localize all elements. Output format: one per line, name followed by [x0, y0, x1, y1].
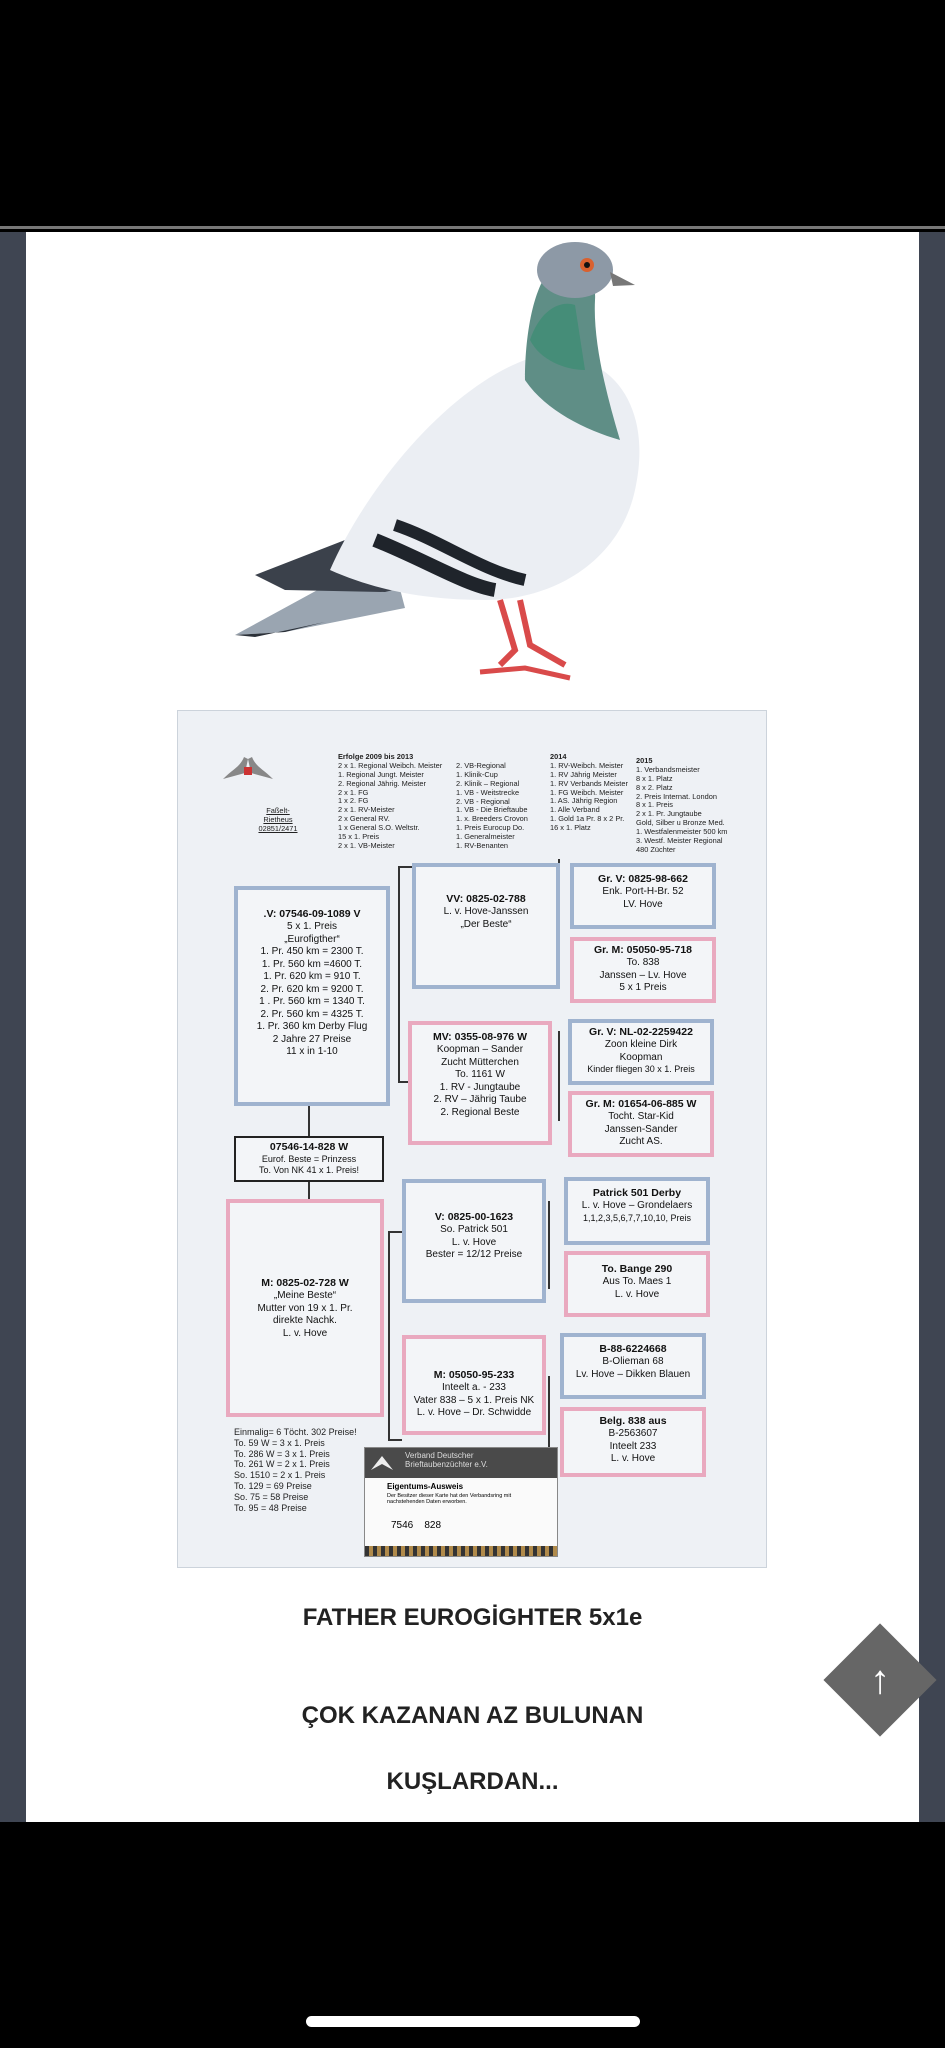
father-line: 2. Pr. 620 km = 9200 T. — [260, 983, 364, 995]
success-line: 8 x 1. Preis — [636, 800, 673, 810]
scroll-to-top-button[interactable] — [820, 1620, 940, 1740]
note-line: To. 95 = 48 Preise — [234, 1502, 307, 1513]
gg-line: Kinder fliegen 30 x 1. Preis — [587, 1064, 695, 1075]
connector-line — [388, 1439, 402, 1441]
success-line: 16 x 1. Platz — [550, 823, 591, 832]
gg-box-3 — [568, 1019, 714, 1085]
gg-line: Enk. Port-H-Br. 52 — [602, 886, 684, 898]
success-line: 2 x 1. RV-Meister — [338, 805, 395, 815]
offspring-notes — [234, 1427, 374, 1513]
gg-line: 1,1,2,3,5,6,7,7,10,10, Preis — [582, 1212, 692, 1223]
offspring-box — [234, 1136, 384, 1182]
success-line: 2 x General RV. — [338, 814, 390, 824]
gg-line: L. v. Hove – Grondelaers — [581, 1200, 693, 1212]
success-line: 1. Regional Jungt. Meister — [338, 769, 424, 779]
gg-line: Zoon kleine Dirk — [604, 1039, 678, 1051]
mother-line: L. v. Hove — [282, 1327, 328, 1339]
success-line: 1. AS. Jährig Region — [550, 796, 618, 806]
card-suffix: 828 — [424, 1520, 442, 1531]
father-box — [234, 886, 390, 1106]
successes-col4 — [636, 757, 756, 855]
mv-line: Koopman – Sander — [436, 1044, 524, 1056]
success-line: 2 x 1. FG — [338, 787, 369, 797]
success-line: 8 x 1. Platz — [636, 773, 673, 783]
father-line: „Eurofigther“ — [284, 933, 340, 945]
success-line: 1. Westfalenmeister 500 km — [636, 827, 728, 836]
successes-col1 — [338, 753, 458, 851]
note-line: So. 1510 = 2 x 1. Preis — [234, 1470, 326, 1481]
success-line: 1. Generalmeister — [456, 832, 515, 841]
gg-line: Aus To. Maes 1 — [602, 1276, 672, 1288]
gg-box-7 — [560, 1333, 706, 1399]
success-line: 2 x 1. Pr. Jungtaube — [636, 809, 702, 819]
success-line: 1. RV-Weibch. Meister — [550, 760, 624, 770]
success-line: 1. FG Weibch. Meister — [550, 787, 624, 797]
gg-line: B-Olieman 68 — [602, 1356, 664, 1368]
father-line: 1 . Pr. 560 km = 1340 T. — [259, 996, 365, 1008]
gg-ring: Gr. V: 0825-98-662 — [598, 873, 688, 885]
gg-ring: Belg. 838 aus — [599, 1415, 667, 1427]
gg-line: Tocht. Star-Kid — [608, 1111, 674, 1123]
caption-line-2: ÇOK KAZANAN AZ BULUNAN — [301, 1702, 644, 1729]
mother-father-ring: V: 0825-00-1623 — [434, 1211, 514, 1223]
mother-ring: M: 0825-02-728 W — [261, 1277, 349, 1289]
gg-line: 5 x 1 Preis — [619, 982, 667, 994]
offspring-line: Eurof. Beste = Prinzess — [261, 1154, 357, 1165]
mother-line: Mutter von 19 x 1. Pr. — [257, 1302, 353, 1314]
father-line: 2. Pr. 560 km = 4325 T. — [260, 1008, 364, 1020]
breeder-line: Faßelt- — [266, 806, 290, 815]
gg-box-2 — [570, 937, 716, 1003]
gg-line: B-2563607 — [608, 1428, 658, 1440]
success-line: 1. Gold 1a Pr. 8 x 2 Pr. — [550, 814, 625, 824]
gg-line: L. v. Hove — [610, 1453, 656, 1465]
father-line: 5 x 1. Preis — [286, 921, 338, 933]
gg-line: Janssen-Sander — [604, 1123, 678, 1135]
success-line: 1. Verbandsmeister — [636, 764, 700, 774]
father-mother-box — [408, 1021, 552, 1145]
success-line: 480 Züchter — [636, 844, 676, 854]
top-divider — [0, 226, 945, 229]
mother-father-line: Bester = 12/12 Preise — [425, 1249, 523, 1261]
gg-ring: Patrick 501 Derby — [592, 1187, 682, 1199]
success-line: 1 x General S.O. Weltstr. — [338, 823, 420, 832]
gg-line: LV. Hove — [623, 898, 663, 910]
mother-mother-line: Vater 838 – 5 x 1. Preis NK — [413, 1394, 535, 1406]
note-line: To. 129 = 69 Preise — [234, 1480, 312, 1491]
mv-line: 1. RV - Jungtaube — [439, 1081, 521, 1093]
vv-line: L. v. Hove-Janssen — [443, 906, 529, 918]
father-line: 1. Pr. 560 km =4600 T. — [261, 958, 363, 970]
connector-line — [558, 1031, 560, 1121]
mother-father-box — [402, 1179, 546, 1303]
gg-line: Koopman — [619, 1051, 663, 1063]
mother-mother-line: Inteelt a. - 233 — [442, 1382, 506, 1394]
home-indicator[interactable] — [306, 2016, 640, 2027]
mv-line: To. 1161 W — [455, 1069, 505, 1081]
gg-box-1 — [570, 863, 716, 929]
successes-col2 — [456, 762, 556, 851]
success-line: 15 x 1. Preis — [338, 831, 380, 841]
mv-line: Zucht Mütterchen — [441, 1056, 519, 1068]
mv-line: 2. RV – Jährig Taube — [433, 1094, 527, 1106]
pigeon-photo — [225, 240, 705, 688]
mother-mother-box — [402, 1335, 546, 1435]
success-line: 1. RV Jährig Meister — [550, 769, 617, 779]
success-line: 2. VB-Regional — [456, 761, 506, 770]
note-line: So. 75 = 58 Preise — [234, 1491, 309, 1502]
gg-box-4 — [568, 1091, 714, 1157]
mv-ring: MV: 0355-08-976 W — [433, 1031, 527, 1043]
gg-line: Lv. Hove – Dikken Blauen — [575, 1368, 691, 1380]
father-ring: .V: 07546-09-1089 V — [263, 908, 361, 920]
gg-ring: Gr. M: 01654-06-885 W — [585, 1098, 697, 1110]
father-father-box — [412, 863, 560, 989]
gg-box-5 — [564, 1177, 710, 1245]
mother-mother-line: L. v. Hove – Dr. Schwidde — [416, 1407, 532, 1419]
gg-line: Inteelt 233 — [609, 1440, 657, 1452]
gg-line: Zucht AS. — [619, 1136, 663, 1148]
success-line: 1. x. Breeders Crovon — [456, 814, 528, 824]
connector-line — [398, 866, 400, 1082]
offspring-line: To. Von NK 41 x 1. Preis! — [258, 1165, 360, 1176]
success-line: 1. VB - Die Brieftaube — [456, 805, 528, 815]
successes-title: Erfolge 2009 bis 2013 — [338, 752, 414, 761]
gg-line: L. v. Hove — [614, 1288, 660, 1300]
mv-line: 2. Regional Beste — [440, 1106, 520, 1118]
father-line: 1. Pr. 450 km = 2300 T. — [260, 946, 364, 958]
content-page — [0, 232, 945, 1822]
success-line: 1 x 2. FG — [338, 796, 369, 806]
year-2014: 2014 — [550, 752, 567, 761]
success-line: 2. Klinik – Regional — [456, 778, 520, 788]
gg-ring: To. Bange 290 — [601, 1263, 673, 1275]
mother-father-line: So. Patrick 501 — [440, 1224, 508, 1236]
card-number: 7546 — [391, 1520, 414, 1531]
caption-line-1: FATHER EUROGİGHTER 5x1e — [302, 1604, 643, 1631]
pigeon-logo-icon — [218, 749, 278, 797]
note-line: To. 261 W = 2 x 1. Preis — [234, 1459, 330, 1470]
ownership-card — [364, 1447, 558, 1557]
connector-line — [398, 866, 412, 868]
success-line: 1. RV-Benanten — [456, 840, 509, 850]
gg-ring: B-88-6224668 — [599, 1343, 667, 1355]
success-line: 1. Preis Eurocup Do. — [456, 823, 525, 833]
success-line: 1. RV Verbands Meister — [550, 778, 628, 788]
gg-line: Janssen – Lv. Hove — [599, 969, 687, 981]
card-ornament-border — [365, 1546, 557, 1556]
father-line: 1. Pr. 360 km Derby Flug — [256, 1021, 368, 1033]
card-org-line: Brieftaubenzüchter e.V. — [405, 1460, 488, 1469]
connector-line — [388, 1231, 402, 1233]
gg-box-8 — [560, 1407, 706, 1477]
success-line: 3. Westf. Meister Regional — [636, 835, 723, 845]
pedigree-sheet — [177, 710, 767, 1568]
father-line: 11 x in 1-10 — [286, 1046, 338, 1058]
card-title: Eigentums-Ausweis — [387, 1482, 464, 1491]
caption-line-3: KUŞLARDAN... — [386, 1768, 559, 1795]
success-line: 1. VB - Weitstrecke — [456, 787, 520, 797]
gg-ring: Gr. V: NL-02-2259422 — [589, 1026, 693, 1038]
success-line: 1. Alle Verband — [550, 805, 600, 815]
breeder-contact — [248, 807, 308, 834]
card-org-line: Verband Deutscher — [405, 1451, 474, 1460]
arrow-up-icon: ↑ — [870, 1657, 890, 1702]
note-line: To. 286 W = 3 x 1. Preis — [234, 1448, 330, 1459]
success-line: 2. Preis Internat. London — [636, 791, 717, 801]
success-line: 2 x 1. VB-Meister — [338, 840, 395, 850]
success-line: 2 x 1. Regional Weibch. Meister — [338, 760, 443, 770]
offspring-ring: 07546-14-828 W — [269, 1141, 349, 1153]
connector-line — [548, 1201, 550, 1289]
success-line: 2. VB - Regional — [456, 796, 510, 806]
mother-father-line: L. v. Hove — [451, 1236, 497, 1248]
success-line: Gold, Silber u Bronze Med. — [636, 818, 725, 828]
right-sidebar — [919, 232, 945, 1822]
card-fine-print: Der Besitzer dieser Karte hat den Verbandsring mit nachstehenden Daten erworben. — [387, 1493, 512, 1506]
gg-line: To. 838 — [626, 957, 660, 969]
gg-box-6 — [564, 1251, 710, 1317]
bird-emblem-icon — [369, 1452, 395, 1474]
gg-ring: Gr. M: 05050-95-718 — [593, 944, 693, 956]
mother-line: direkte Nachk. — [273, 1315, 337, 1327]
card-ring-number — [391, 1520, 441, 1531]
success-line: 2. Regional Jährig. Meister — [338, 778, 426, 788]
note-line: To. 59 W = 3 x 1. Preis — [234, 1437, 325, 1448]
mother-mother-ring: M: 05050-95-233 — [433, 1369, 515, 1381]
father-line: 1. Pr. 620 km = 910 T. — [263, 971, 361, 983]
year-2015: 2015 — [636, 756, 653, 765]
success-line: 1. Klinik-Cup — [456, 769, 498, 779]
successes-col3 — [550, 753, 646, 833]
breeder-line: Rietheus — [263, 814, 293, 824]
mother-line: „Meine Beste“ — [273, 1290, 337, 1302]
vv-line: „Der Beste“ — [460, 918, 512, 930]
father-line: 2 Jahre 27 Preise — [272, 1033, 352, 1045]
mother-box — [226, 1199, 384, 1417]
success-line: 8 x 2. Platz — [636, 782, 673, 792]
note-line: Einmalig= 6 Töcht. 302 Preise! — [234, 1427, 357, 1437]
connector-line — [388, 1231, 390, 1441]
vv-ring: VV: 0825-02-788 — [446, 893, 526, 905]
left-sidebar — [0, 232, 26, 1822]
breeder-line: 02851/2471 — [258, 823, 298, 833]
